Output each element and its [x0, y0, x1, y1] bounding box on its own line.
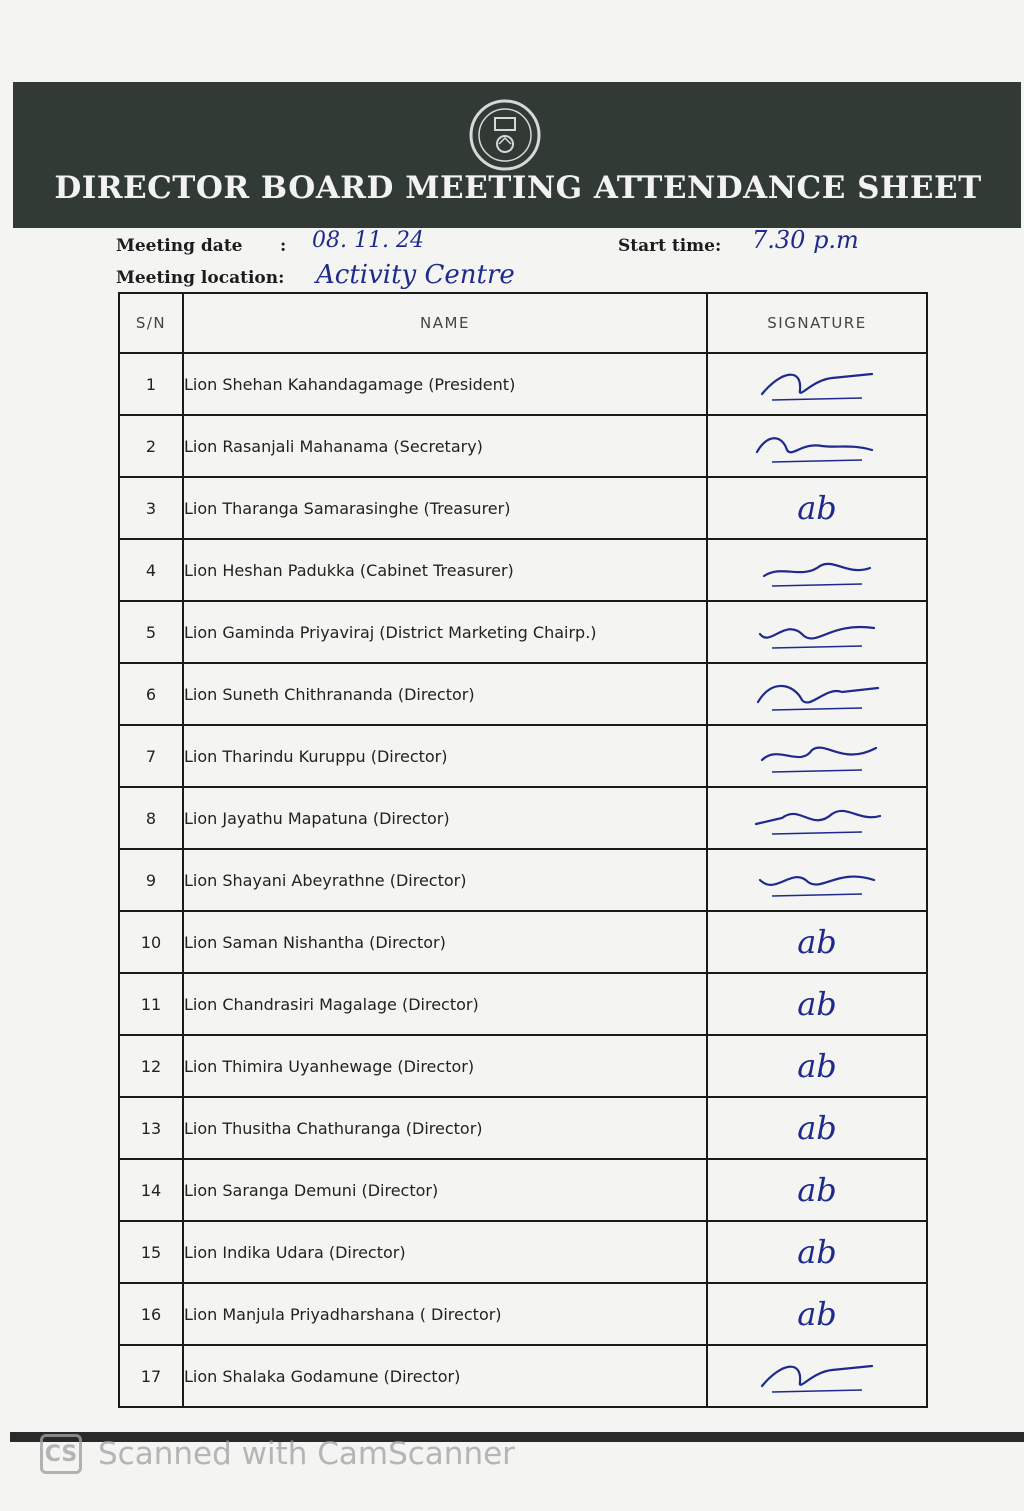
camscanner-logo-icon: CS: [40, 1434, 82, 1474]
table-row: [119, 1345, 927, 1407]
table-row: [119, 849, 927, 911]
row-sn: 17: [119, 1345, 183, 1407]
meeting-location-label: Meeting location:: [116, 268, 285, 288]
column-header-name: NAME: [183, 293, 707, 353]
table-row: [119, 601, 927, 663]
row-name: Lion Thusitha Chathuranga (Director): [183, 1097, 707, 1159]
signature-underline: [772, 832, 862, 834]
handwritten-signature: [742, 546, 892, 594]
handwritten-signature: [742, 670, 892, 718]
table-row: [119, 415, 927, 477]
table-row: [119, 1035, 927, 1097]
row-name: Lion Jayathu Mapatuna (Director): [183, 787, 707, 849]
row-name: Lion Rasanjali Mahanama (Secretary): [183, 415, 707, 477]
signature-stroke: [760, 877, 874, 885]
signature-stroke: [760, 627, 874, 638]
handwritten-signature: [742, 794, 892, 842]
row-signature: [707, 1097, 927, 1159]
row-sn: 1: [119, 353, 183, 415]
row-signature: [707, 1035, 927, 1097]
signature-underline: [772, 398, 862, 400]
row-sn: 2: [119, 415, 183, 477]
row-sn: 3: [119, 477, 183, 539]
table-row: [119, 539, 927, 601]
absent-mark: ab: [797, 985, 837, 1023]
row-sn: 14: [119, 1159, 183, 1221]
signature-underline: [772, 770, 862, 772]
row-signature: [707, 787, 927, 849]
start-time-value: 7.30 p.m: [752, 226, 859, 254]
row-name: Lion Tharanga Samarasinghe (Treasurer): [183, 477, 707, 539]
lions-club-emblem-icon: [464, 98, 546, 172]
row-signature: [707, 415, 927, 477]
row-sn: 11: [119, 973, 183, 1035]
row-name: Lion Heshan Padukka (Cabinet Treasurer): [183, 539, 707, 601]
row-name: Lion Manjula Priyadharshana ( Director): [183, 1283, 707, 1345]
row-name: Lion Suneth Chithrananda (Director): [183, 663, 707, 725]
absent-mark: ab: [797, 1295, 837, 1333]
row-signature: [707, 911, 927, 973]
row-signature: [707, 663, 927, 725]
table-row: [119, 1097, 927, 1159]
row-name: Lion Indika Udara (Director): [183, 1221, 707, 1283]
row-signature: [707, 477, 927, 539]
table-row: [119, 1221, 927, 1283]
absent-mark: ab: [797, 1047, 837, 1085]
watermark-text: Scanned with CamScanner: [98, 1436, 515, 1472]
handwritten-signature: [742, 608, 892, 656]
table-row: [119, 725, 927, 787]
table-row: [119, 477, 927, 539]
camscanner-watermark: [40, 1432, 515, 1476]
row-sn: 9: [119, 849, 183, 911]
handwritten-signature: [742, 1352, 892, 1400]
row-name: Lion Chandrasiri Magalage (Director): [183, 973, 707, 1035]
signature-stroke: [758, 686, 878, 703]
row-sn: 12: [119, 1035, 183, 1097]
row-sn: 7: [119, 725, 183, 787]
signature-underline: [772, 646, 862, 648]
absent-mark: ab: [797, 1171, 837, 1209]
signature-underline: [772, 1390, 862, 1392]
row-name: Lion Saman Nishantha (Director): [183, 911, 707, 973]
row-sn: 10: [119, 911, 183, 973]
page-title: DIRECTOR BOARD MEETING ATTENDANCE SHEET: [54, 170, 982, 206]
row-sn: 4: [119, 539, 183, 601]
signature-underline: [772, 708, 862, 710]
signature-stroke: [762, 374, 872, 394]
handwritten-signature: [742, 732, 892, 780]
signature-stroke: [756, 811, 880, 824]
table-row: [119, 353, 927, 415]
attendance-table: [118, 292, 928, 1408]
meeting-date-separator: :: [280, 236, 287, 256]
table-row: [119, 787, 927, 849]
absent-mark: ab: [797, 923, 837, 961]
row-signature: [707, 539, 927, 601]
table-row: [119, 911, 927, 973]
row-sn: 5: [119, 601, 183, 663]
signature-underline: [772, 584, 862, 586]
row-signature: [707, 1159, 927, 1221]
absent-mark: ab: [797, 489, 837, 527]
table-row: [119, 973, 927, 1035]
row-name: Lion Gaminda Priyaviraj (District Marketing Chairp.): [183, 601, 707, 663]
signature-underline: [772, 460, 862, 462]
meeting-date-label: Meeting date: [116, 236, 243, 256]
row-sn: 15: [119, 1221, 183, 1283]
row-sn: 8: [119, 787, 183, 849]
row-signature: [707, 1221, 927, 1283]
row-signature: [707, 601, 927, 663]
row-signature: [707, 973, 927, 1035]
table-row: [119, 663, 927, 725]
row-name: Lion Tharindu Kuruppu (Director): [183, 725, 707, 787]
row-signature: [707, 353, 927, 415]
signature-stroke: [764, 564, 870, 576]
signature-stroke: [762, 1366, 872, 1386]
start-time-label: Start time:: [618, 236, 722, 256]
column-header-sn: S/N: [119, 293, 183, 353]
handwritten-signature: [742, 422, 892, 470]
table-row: [119, 1159, 927, 1221]
row-sn: 6: [119, 663, 183, 725]
row-name: Lion Shayani Abeyrathne (Director): [183, 849, 707, 911]
row-name: Lion Saranga Demuni (Director): [183, 1159, 707, 1221]
handwritten-signature: [742, 856, 892, 904]
signature-underline: [772, 894, 862, 896]
row-sn: 16: [119, 1283, 183, 1345]
table-header-row: [119, 293, 927, 353]
absent-mark: ab: [797, 1233, 837, 1271]
row-signature: [707, 849, 927, 911]
row-signature: [707, 1345, 927, 1407]
absent-mark: ab: [797, 1109, 837, 1147]
handwritten-signature: [742, 360, 892, 408]
meeting-location-value: Activity Centre: [316, 260, 515, 290]
column-header-signature: SIGNATURE: [707, 293, 927, 353]
row-name: Lion Shalaka Godamune (Director): [183, 1345, 707, 1407]
meeting-date-value: 08. 11. 24: [312, 228, 424, 253]
signature-stroke: [762, 748, 876, 760]
row-name: Lion Thimira Uyanhewage (Director): [183, 1035, 707, 1097]
row-signature: [707, 1283, 927, 1345]
table-row: [119, 1283, 927, 1345]
row-signature: [707, 725, 927, 787]
signature-stroke: [757, 438, 872, 452]
row-sn: 13: [119, 1097, 183, 1159]
row-name: Lion Shehan Kahandagamage (President): [183, 353, 707, 415]
